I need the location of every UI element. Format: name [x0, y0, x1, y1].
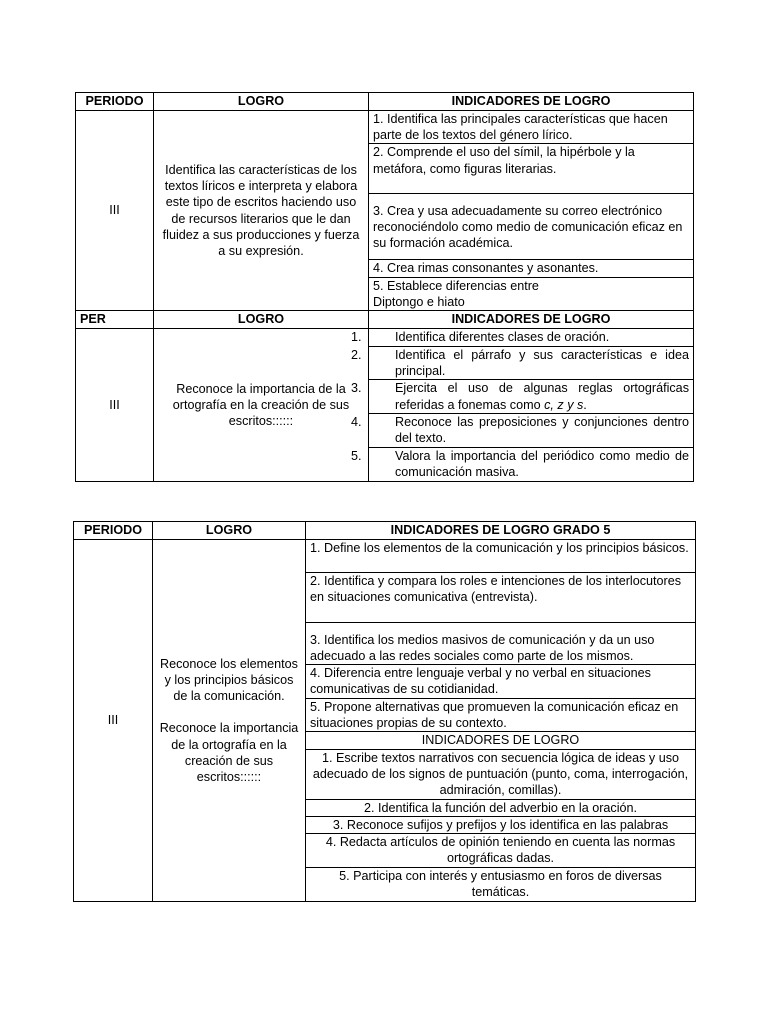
- header-periodo: PER: [76, 311, 154, 329]
- indicador-item: 3. Crea y usa adecuadamente su correo electrónico reconociéndolo como medio de comunicación eficaz en su formación académica.: [369, 194, 694, 260]
- indicador-item: 1. Identifica las principales características que hacen parte de los textos del género lírico.: [369, 111, 694, 144]
- header-logro: LOGRO: [154, 93, 369, 111]
- logro-cell: Identifica las características de los textos líricos e interpreta y elabora este tipo de escritos haciendo uso de recursos literarios que le dan fluidez a sus producciones y fuerza a su expresión.: [154, 111, 369, 311]
- indicador-item: 5. Propone alternativas que promueven la comunicación eficaz en situaciones propias de su contexto.: [306, 699, 696, 732]
- header-indicadores: INDICADORES DE LOGRO: [369, 93, 694, 111]
- header-periodo: PERIODO: [74, 522, 153, 540]
- header-logro: LOGRO: [154, 311, 369, 329]
- table-comunicacion: [73, 521, 696, 902]
- indicador-item: 2. Identifica la función del adverbio en la oración.: [306, 799, 696, 816]
- logro-cell: Reconoce la importancia de la ortografía en la creación de sus escritos::::::: [154, 329, 369, 482]
- logro-cell: [153, 540, 306, 902]
- header-indicadores: INDICADORES DE LOGRO GRADO 5: [306, 522, 696, 540]
- indicador-item: 4. Reconoce las preposiciones y conjunciones dentro del texto.: [369, 413, 694, 447]
- header-logro: LOGRO: [153, 522, 306, 540]
- indicador-item: 1. Identifica diferentes clases de oración.: [369, 329, 694, 347]
- indicador-item: 3. Ejercita el uso de algunas reglas ortográficas referidas a fonemas como c, z y s.: [369, 380, 694, 413]
- periodo-cell: III: [76, 329, 154, 482]
- logro-text: Reconoce la importancia de la ortografía en la creación de sus escritos::::::: [159, 721, 299, 785]
- indicador-item: 2. Comprende el uso del símil, la hipérbole y la metáfora, como figuras literarias.: [369, 144, 694, 194]
- logro-text: Reconoce los elementos y los principios básicos de la comunicación.: [160, 656, 298, 704]
- header-periodo: PERIODO: [76, 93, 154, 111]
- indicador-item: 3. Reconoce sufijos y prefijos y los identifica en las palabras: [306, 816, 696, 833]
- indicador-item: 3. Identifica los medios masivos de comunicación y da un uso adecuado a las redes sociales como parte de los mismos.: [306, 623, 696, 665]
- indicador-item: 2. Identifica y compara los roles e intenciones de los interlocutores en situaciones comunicativa (entrevista).: [306, 573, 696, 623]
- subheader: INDICADORES DE LOGRO: [306, 732, 696, 749]
- indicador-item: 4. Crea rimas consonantes y asonantes.: [369, 260, 694, 277]
- indicador-item: 2. Identifica el párrafo y sus características e idea principal.: [369, 347, 694, 380]
- indicador-item: 5. Establece diferencias entre: [369, 277, 694, 294]
- indicador-item: 5. Valora la importancia del periódico como medio de comunicación masiva.: [369, 447, 694, 481]
- indicador-item: 1. Define los elementos de la comunicación y los principios básicos.: [306, 540, 696, 573]
- indicador-item: 5. Participa con interés y entusiasmo en foros de diversas temáticas.: [306, 868, 696, 902]
- table-lirica: [75, 92, 694, 482]
- header-indicadores: INDICADORES DE LOGRO: [369, 311, 694, 329]
- indicador-item: 4. Diferencia entre lenguaje verbal y no verbal en situaciones comunicativas de su cotidianidad.: [306, 665, 696, 699]
- periodo-cell: III: [76, 111, 154, 311]
- periodo-cell: III: [74, 540, 153, 902]
- indicador-item: 4. Redacta artículos de opinión teniendo en cuenta las normas ortográficas dadas.: [306, 834, 696, 868]
- indicador-item: Diptongo e hiato: [369, 294, 694, 311]
- indicador-item: 1. Escribe textos narrativos con secuencia lógica de ideas y uso adecuado de los signos de puntuación (punto, coma, interrogación, admiración, comillas).: [306, 749, 696, 799]
